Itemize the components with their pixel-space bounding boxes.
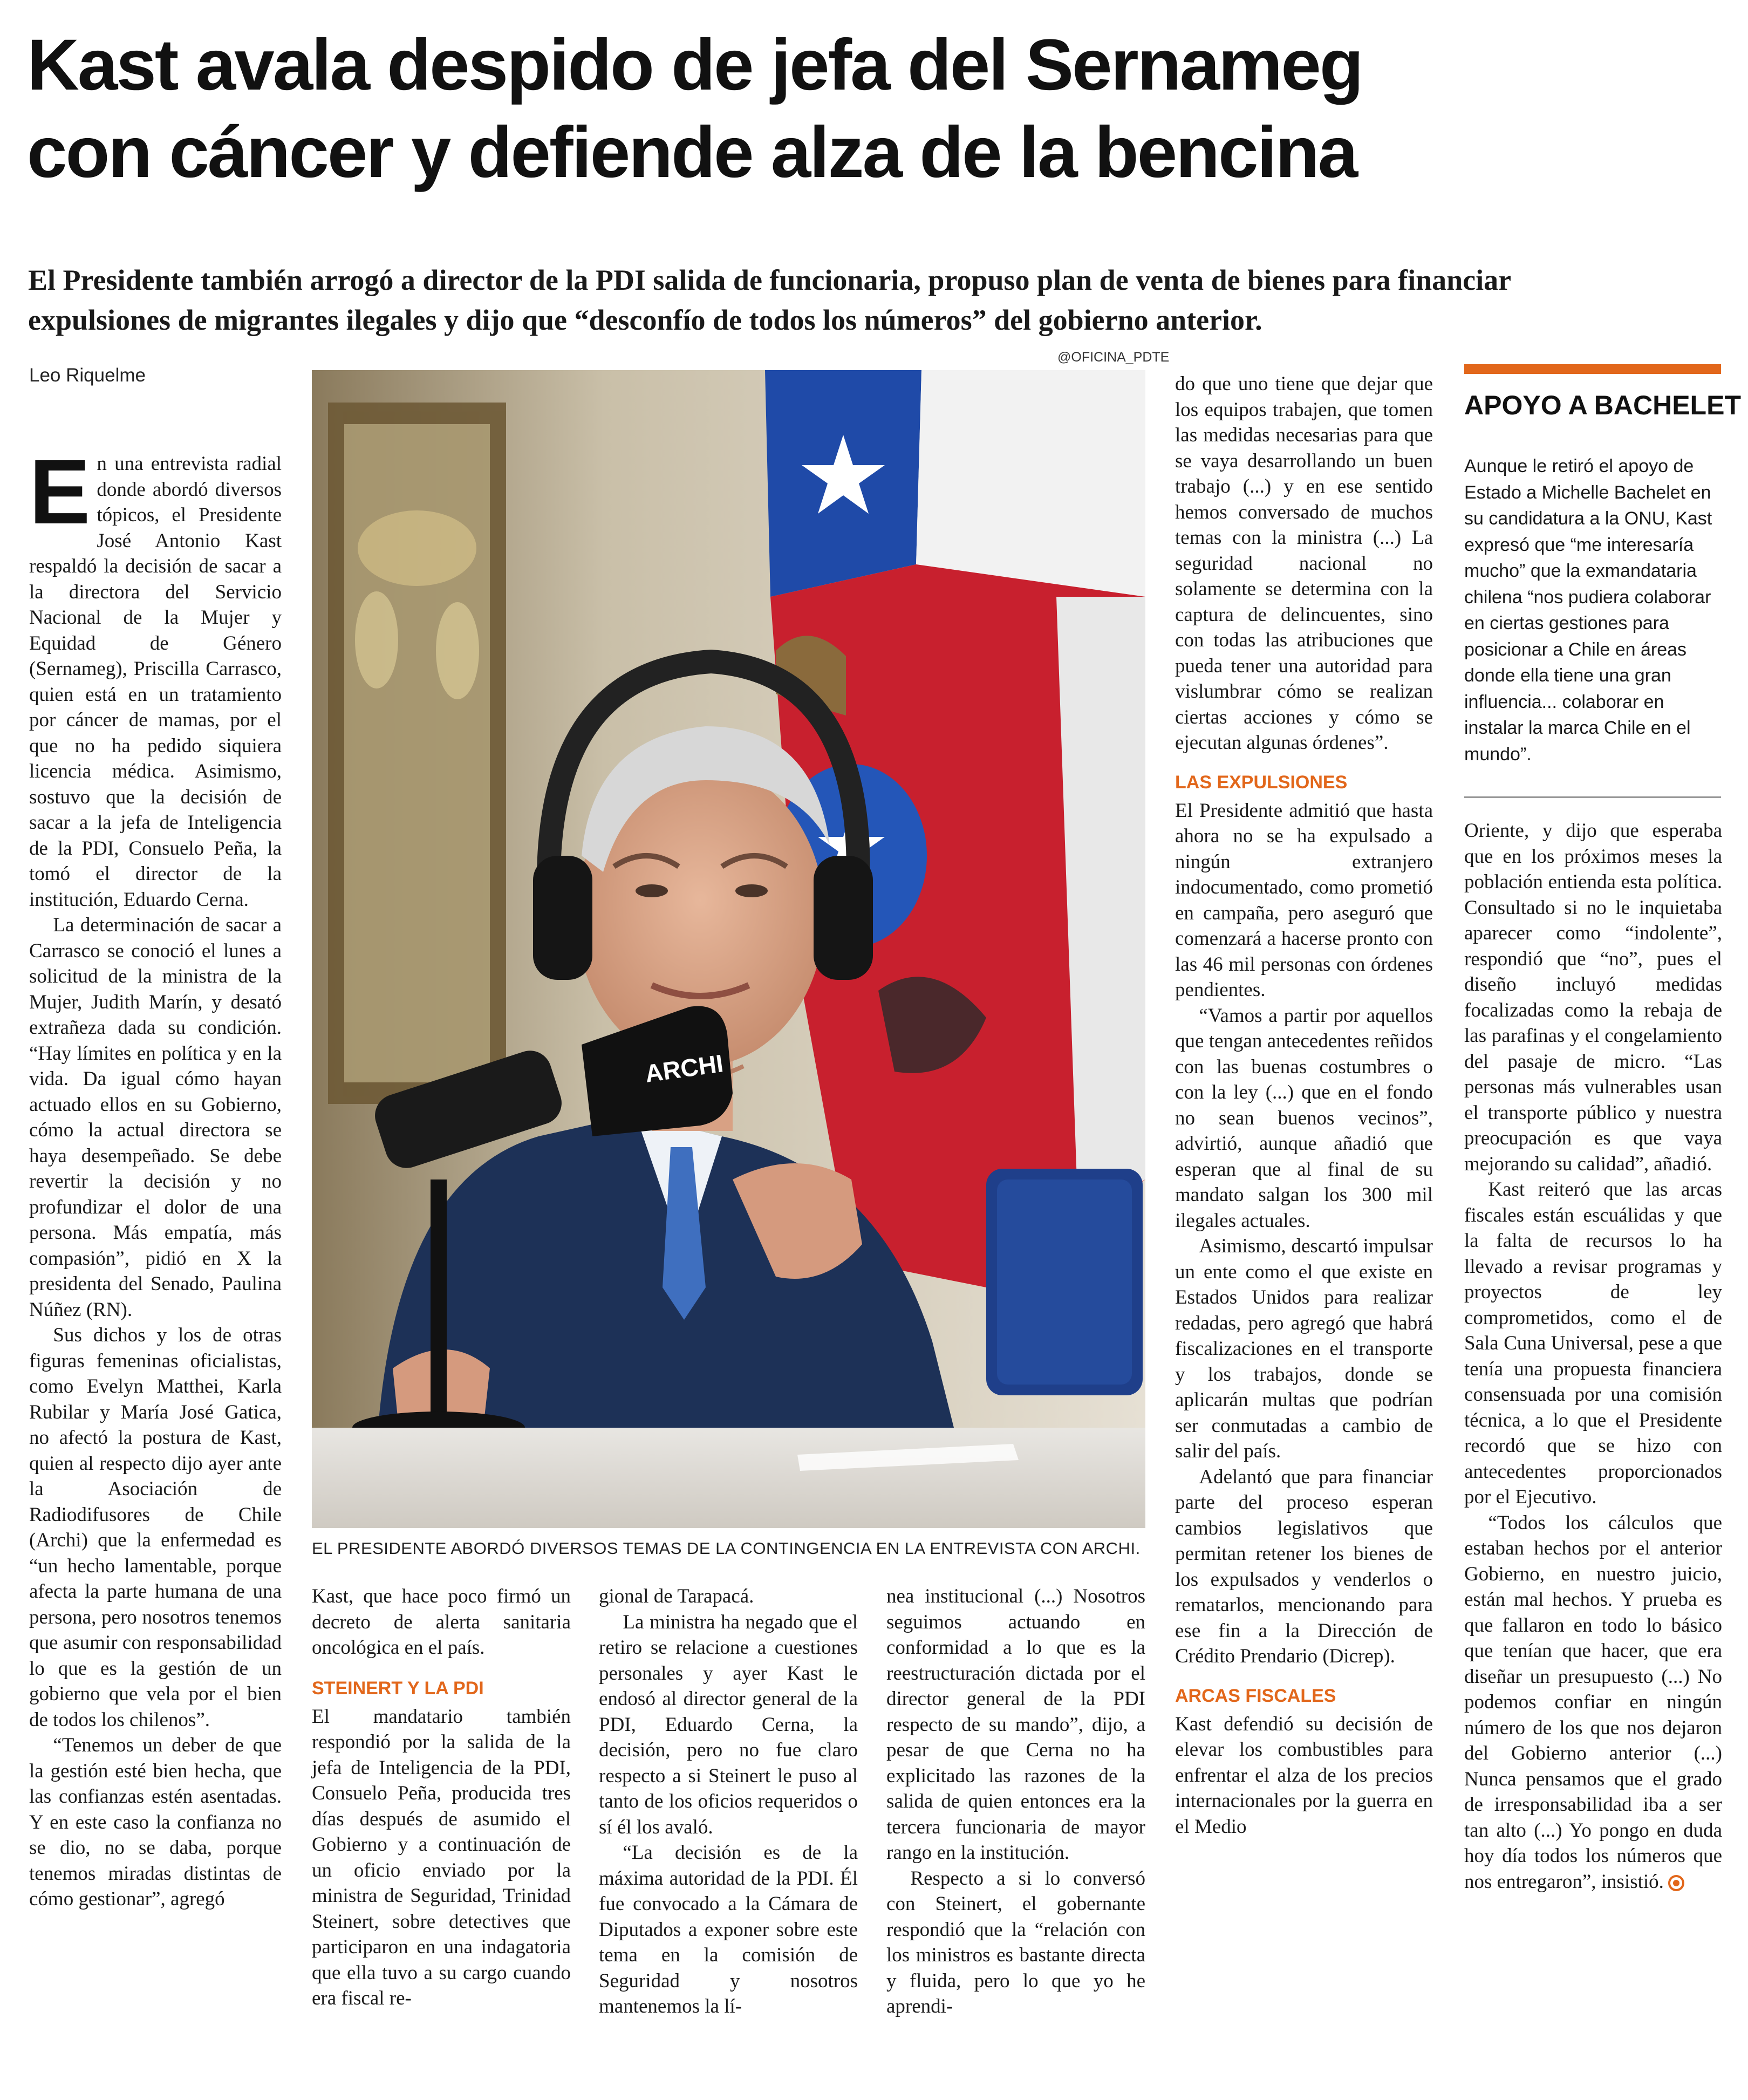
headline-line-1: Kast avala despido de jefa del Sernameg xyxy=(27,25,1362,105)
article-paragraph: El mandatario también respondió por la salida de la jefa de Inteligencia de la PDI, Consuelo Peña, producida tres días después de asumido el Gobierno y a continuación de un oficio enviado por la ministra de Seguridad, Trinidad Steinert, sobre detectives que participaron en una indagatoria que ella tuvo a su cargo cuando era fiscal re- xyxy=(312,1705,571,2009)
photo-mirror-frame xyxy=(328,403,506,1104)
article-column-5 xyxy=(1175,371,1433,1839)
mic-brand-label: ARCHI xyxy=(643,1049,725,1088)
article-paragraph: El Presidente admitió que hasta ahora no se ha expulsado a ningún extranjero indocumentado, como prometió en campaña, pero aseguró que comenzará a hacerse pronto con las 46 mil personas con órdenes pendientes. xyxy=(1175,799,1433,1001)
article-paragraph: “Todos los cálculos que estaban hechos por el anterior Gobierno, en nuestro juicio, están mal hechos. Y prueba es que fallaron en todo lo básico que tenían que hacer, que era diseñar un presupuesto (...) No podemos confiar en ningún número de los que nos dejaron del Gobierno anterior (...) Nunca pensamos que el grado de irresponsabilidad iba a ser tan alto (...) Yo pongo en duda hoy día todos los números que nos entregaron”, insistió. xyxy=(1464,1511,1722,1893)
article-paragraph: do que uno tiene que dejar que los equipos trabajen, que tomen las medidas necesarias para que se vaya desarrollando un buen trabajo (...) y en ese sentido hemos conversado de muchos temas con la ministra (...) La seguridad nacional no solamente se determina con la captura de delincuentes, sino con todas las atribuciones que pueda tener una autoridad para vislumbrar cómo se realizan ciertas acciones y cómo se ejecutan algunas órdenes”. xyxy=(1175,373,1433,754)
section-subhead: ARCAS FISCALES xyxy=(1175,1685,1336,1706)
headline xyxy=(27,22,1721,196)
sidebar-divider xyxy=(1464,796,1721,798)
section-subhead: LAS EXPULSIONES xyxy=(1175,772,1348,793)
flag-white-band xyxy=(916,370,1145,597)
article-column-6 xyxy=(1464,818,1722,1894)
article-paragraph: nea institucional (...) Nosotros seguimos actuando en conformidad a lo que es la reestructuración dictada por el director general de la PDI respecto de su mando”, dijo, a pesar de que Cerna no ha explicitado las razones de la salida de quien entonces era la tercera funcionaria de mayor rango en la institución. xyxy=(886,1585,1145,1864)
article-paragraph: “La decisión es de la máxima autoridad de la PDI. Él fue convocado a la Cámara de Diputados a exponer sobre este tema en la comisión de Seguridad y nosotros mantenemos la lí- xyxy=(599,1842,858,2017)
article-column-2 xyxy=(312,1584,571,2012)
article-paragraph: “Tenemos un deber de que la gestión esté bien hecha, que las confianzas estén asentadas. Y en este caso la confianza no se dio, no se daba, porque tenemos miradas distintas de cómo gestionar”, agregó xyxy=(29,1734,282,1910)
article-paragraph: En una entrevista radial donde abordó diversos tópicos, el Presidente José Antonio Kast respaldó la decisión de sacar a la directora del Servicio Nacional de la Mujer y Equidad de Género (Sernameg), Priscilla Carrasco, quien está en un tratamiento por cáncer de mamas, por el que no ha pedido siquiera licencia médica. Asimismo, sostuvo que la decisión de sacar a la jefa de Inteligencia de la PDI, Consuelo Peña, la tomó el director de la institución, Eduardo Cerna. xyxy=(29,441,282,911)
article-photo xyxy=(312,370,1145,1528)
article-paragraph: Kast, que hace poco firmó un decreto de alerta sanitaria oncológica en el país. xyxy=(312,1585,571,1659)
article-paragraph: Kast reiteró que las arcas fiscales están escuálidas y que la falta de recursos lo ha llevado a revisar programas y proyectos de ley comprometidos, como el de Sala Cuna Universal, pese a que tenía una propuesta financiera consensuada por una comisión técnica, a lo que el Presidente recordó que se hizo con antecedentes proporcionados por el Ejecutivo. xyxy=(1464,1178,1722,1508)
deck-line-2: expulsiones de migrantes ilegales y dijo que “desconfío de todos los números” del gobierno anterior. xyxy=(28,304,1262,336)
photo-chair xyxy=(986,1169,1143,1395)
sidebar-accent-rule xyxy=(1464,364,1721,374)
article-column-3 xyxy=(599,1584,858,2020)
article-paragraph: “Vamos a partir por aquellos que tengan antecedentes reñidos con las buenas costumbres o con la ley (...) que en el fondo no sean buenos vecinos”, advirtió, aunque añadió que esperan que al final de su mandato salgan los 300 mil ilegales actuales. xyxy=(1175,1004,1433,1232)
article-column-1 xyxy=(29,441,282,1912)
sidebar-text: Aunque le retiró el apoyo de Estado a Michelle Bachelet en su candidatura a la ONU, Kast expresó que “me interesaría mucho” que la exmandataria chilena “nos pudiera colaborar en ciertas gestiones para posicionar a Chile en áreas donde ella tiene una gran influencia... colaborar en instalar la marca Chile en el mundo”. xyxy=(1464,456,1712,765)
headline-line-2: con cáncer y defiende alza de la bencina xyxy=(27,112,1357,193)
dropcap: E xyxy=(29,441,91,543)
article-paragraph: La ministra ha negado que el retiro se relacione a cuestiones personales y ayer Kast le endosó al director general de la PDI, Eduardo Cerna, la decisión, pero no fue claro respecto a si Steinert le puso al tanto de los oficios requeridos o sí él los avaló. xyxy=(599,1611,858,1838)
article-paragraph: Kast defendió su decisión de elevar los combustibles para enfrentar el alza de los precios internacionales por la guerra en el Medio xyxy=(1175,1713,1433,1838)
article-paragraph: Respecto a si lo conversó con Steinert, el gobernante respondió que la “relación con los ministros es bastante directa y fluida, pero lo que yo he aprendi- xyxy=(886,1867,1145,2017)
article-paragraph: Adelantó que para financiar parte del proceso esperan cambios legislativos que permitan retener los bienes de los expulsados y venderlos o rematarlos, mencionando para ese fin a la Dirección de Crédito Prendario (Dicrep). xyxy=(1175,1465,1433,1667)
article-paragraph: gional de Tarapacá. xyxy=(599,1585,754,1607)
article-column-4 xyxy=(886,1584,1145,2020)
sidebar-title: APOYO A BACHELET xyxy=(1464,390,1741,420)
photo-illustration xyxy=(312,370,1145,1528)
section-subhead: STEINERT Y LA PDI xyxy=(312,1678,484,1699)
byline: Leo Riquelme xyxy=(29,365,146,386)
end-mark-icon xyxy=(1668,1875,1684,1891)
photo-credit: @OFICINA_PDTE xyxy=(1057,350,1170,365)
article-paragraph: Oriente, y dijo que esperaba que en los próximos meses la población entienda esta política. Consultado si no le inquietaba aparecer como “indolente”, respondió que “no”, pues el diseño incluyó medidas focalizadas como la rebaja de las parafinas y el congelamiento del pasaje de micro. “Las personas más vulnerables usan el transporte público y nuestra preocupación es que vaya mejorando su calidad”, añadió. xyxy=(1464,820,1722,1175)
photo-caption: EL PRESIDENTE ABORDÓ DIVERSOS TEMAS DE LA CONTINGENCIA EN LA ENTREVISTA CON ARCHI. xyxy=(312,1539,1141,1558)
article-paragraph: Asimismo, descartó impulsar un ente como el que existe en Estados Unidos para realizar redadas, pero agregó que habrá fiscalizaciones en el transporte y los trabajos, donde se aplicarán multas que podrían ser conmutadas a cambio de salir del país. xyxy=(1175,1235,1433,1462)
article-paragraph: Sus dichos y los de otras figuras femeninas oficialistas, como Evelyn Matthei, Karla Rubilar y María José Gatica, no afectó la postura de Kast, quien al respecto dijo ayer ante la Asociación de Radiodifusores de Chile (Archi) que la enfermedad es “un hecho lamentable, porque afecta la parte humana de una persona, pero nosotros tenemos que asumir con responsabilidad lo que es la gestión de un gobierno que vela por el bien de todos los chilenos”. xyxy=(29,1324,282,1731)
article-paragraph: La determinación de sacar a Carrasco se conoció el lunes a solicitud de la ministra de la Mujer, Judith Marín, y desató extrañeza dada su condición. “Hay límites en política y en la vida. Da igual cómo hayan actuado ellos en su Gobierno, cómo la actual directora se haya desempeñado. Se debe revertir la decisión y no profundizar el dolor de una persona. Más empatía, más compasión”, pidió en X la presidenta del Senado, Paulina Núñez (RN). xyxy=(29,914,282,1321)
photo-table xyxy=(312,1428,1145,1528)
deck-line-1: El Presidente también arrogó a director de la PDI salida de funcionaria, propuso plan de venta de bienes para financiar xyxy=(28,264,1512,296)
deck-subtitle xyxy=(28,260,1722,340)
